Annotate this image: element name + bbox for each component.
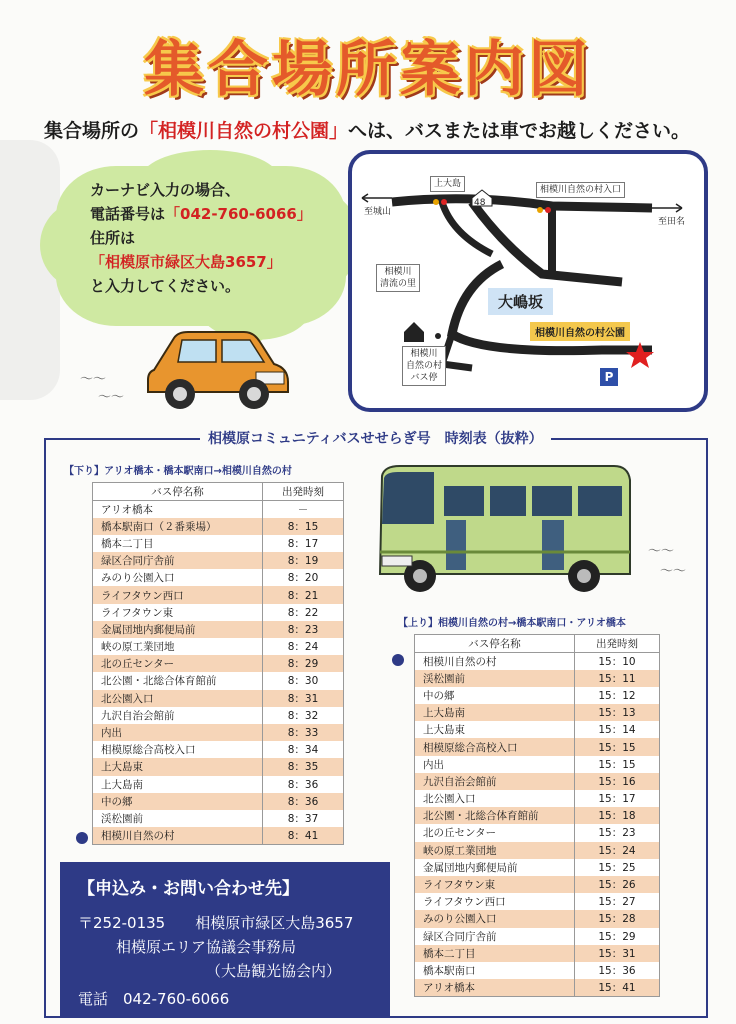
departure-time: 8：21 <box>263 586 344 603</box>
stop-name: 橋本二丁目 <box>415 945 575 962</box>
departure-time: 15：29 <box>575 928 660 945</box>
timetable-row <box>415 962 660 979</box>
timetable-row <box>93 621 344 638</box>
departure-time: 15：27 <box>575 893 660 910</box>
timetable-row <box>93 552 344 569</box>
map-seiryu-line: 清流の里 <box>380 279 417 289</box>
stop-name: 相模川自然の村 <box>415 653 575 670</box>
timetable-row <box>415 910 660 927</box>
outbound-label: 【下り】アリオ橋本・橋本駅南口→相模川自然の村 <box>64 466 292 477</box>
stop-name: 渓松園前 <box>93 810 263 827</box>
departure-time: 15：14 <box>575 721 660 738</box>
inbound-timetable <box>414 634 660 997</box>
departure-time: 8：22 <box>263 604 344 621</box>
stop-marker-dot <box>76 832 88 844</box>
col-time-header: 出発時刻 <box>263 483 344 501</box>
timetable-row <box>415 824 660 841</box>
stop-name: 渓松園前 <box>415 670 575 687</box>
parking-icon: P <box>600 368 618 386</box>
timetable-title: 相模原コミュニティバスせせらぎ号 時刻表（抜粋） <box>200 428 551 448</box>
stop-name: 北公園入口 <box>415 790 575 807</box>
contact-organization-sub: （大島観光協会内） <box>206 962 342 980</box>
stop-name: 金属団地内郵便局前 <box>415 859 575 876</box>
stop-name: 上大島東 <box>93 758 263 775</box>
stop-name: 橋本二丁目 <box>93 535 263 552</box>
exhaust-icon: 〜〜 <box>98 390 125 405</box>
map-bus-stop-line: 自然の村 <box>406 361 443 371</box>
stop-name: ライフタウン東 <box>93 604 263 621</box>
stop-name: 緑区合同庁舎前 <box>93 552 263 569</box>
timetable-row <box>93 827 344 844</box>
col-stop-header: バス停名称 <box>93 483 263 501</box>
departure-time: 8：20 <box>263 569 344 586</box>
departure-time: 15：11 <box>575 670 660 687</box>
map-seiryu-line: 相模川 <box>384 267 412 277</box>
stop-name: みのり公園入口 <box>415 910 575 927</box>
navi-instructions <box>90 178 340 298</box>
departure-time: 15：16 <box>575 773 660 790</box>
navi-address: 「相模原市緑区大島3657」 <box>90 253 282 271</box>
contact-organization: 相模原エリア協議会事務局 <box>116 938 297 956</box>
departure-time: 8：29 <box>263 655 344 672</box>
navi-phone: 「042-760-6066」 <box>165 205 312 223</box>
timetable-row <box>93 501 344 518</box>
map-label-hill: 大嶋坂 <box>488 288 553 315</box>
timetable-row <box>415 859 660 876</box>
contact-phone: 電話 042-760-6066 <box>78 990 230 1008</box>
map-bus-stop-line: バス停 <box>410 373 438 383</box>
departure-time: 15：15 <box>575 738 660 755</box>
contact-address: 〒252-0135 相模原市緑区大島3657 <box>78 914 354 932</box>
departure-time: 8：33 <box>263 724 344 741</box>
timetable-row <box>415 807 660 824</box>
timetable-row <box>93 586 344 603</box>
stop-name: 北公園・北総合体育館前 <box>415 807 575 824</box>
access-map <box>348 150 708 412</box>
departure-time: 8：19 <box>263 552 344 569</box>
stop-name: 北の丘センター <box>415 824 575 841</box>
stop-name: 上大島南 <box>93 776 263 793</box>
map-label-kamioshima: 上大島 <box>430 176 465 192</box>
stop-name: 金属団地内郵便局前 <box>93 621 263 638</box>
departure-time: 8：37 <box>263 810 344 827</box>
departure-time: 15：13 <box>575 704 660 721</box>
stop-name: アリオ橋本 <box>93 501 263 518</box>
departure-time: 15：28 <box>575 910 660 927</box>
timetable-row <box>415 756 660 773</box>
subtitle-pre: 集合場所の <box>44 120 140 142</box>
stop-name: みのり公園入口 <box>93 569 263 586</box>
contact-heading: 【申込み・お問い合わせ先】 <box>78 879 299 899</box>
departure-time: 15：36 <box>575 962 660 979</box>
navi-phone-label: 電話番号は <box>90 205 166 223</box>
timetable-row <box>93 793 344 810</box>
departure-time: 8：32 <box>263 707 344 724</box>
departure-time: 15：23 <box>575 824 660 841</box>
stop-name: ライフタウン西口 <box>415 893 575 910</box>
stop-name: 九沢自治会館前 <box>93 707 263 724</box>
departure-time: 15：24 <box>575 842 660 859</box>
timetable-row <box>93 518 344 535</box>
map-label-park-entrance: 相模川自然の村入口 <box>536 182 625 198</box>
outbound-timetable <box>92 482 344 845</box>
stop-name: 北公園・北総合体育館前 <box>93 672 263 689</box>
map-label-bus-stop <box>402 346 446 386</box>
stop-name: 峡の原工業団地 <box>93 638 263 655</box>
map-label-to-shiroyama: 至城山 <box>364 207 392 217</box>
stop-name: 九沢自治会館前 <box>415 773 575 790</box>
car-illustration <box>136 322 296 414</box>
departure-time: 15：10 <box>575 653 660 670</box>
stop-name: 相模川自然の村 <box>93 827 263 844</box>
timetable-row <box>93 758 344 775</box>
inbound-label: 【上り】相模川自然の村→橋本駅南口・アリオ橋本 <box>398 618 626 629</box>
stop-name: アリオ橋本 <box>415 979 575 996</box>
departure-time: 15：26 <box>575 876 660 893</box>
departure-time: 15：15 <box>575 756 660 773</box>
stop-name: ライフタウン東 <box>415 876 575 893</box>
timetable-row <box>93 724 344 741</box>
timetable-row <box>93 741 344 758</box>
departure-time: 8：34 <box>263 741 344 758</box>
timetable-row <box>93 707 344 724</box>
timetable-row <box>415 790 660 807</box>
stop-name: 橋本駅南口 <box>415 962 575 979</box>
departure-time: 8：24 <box>263 638 344 655</box>
subtitle-place: 「相模川自然の村公園」 <box>139 120 349 142</box>
departure-time: 8：36 <box>263 793 344 810</box>
subtitle-post: へは、バスまたは車でお越しください。 <box>348 120 691 142</box>
timetable-row <box>415 687 660 704</box>
timetable-row <box>93 638 344 655</box>
departure-time: 15：17 <box>575 790 660 807</box>
stop-name: ライフタウン西口 <box>93 586 263 603</box>
timetable-row <box>415 653 660 670</box>
map-label-destination: 相模川自然の村公園 <box>530 322 630 341</box>
map-label-to-tana: 至田名 <box>658 217 686 227</box>
departure-time: 15：18 <box>575 807 660 824</box>
exhaust-icon: 〜〜 <box>660 564 687 579</box>
stop-name: 中の郷 <box>93 793 263 810</box>
timetable-row <box>415 773 660 790</box>
departure-time: 15：25 <box>575 859 660 876</box>
col-stop-header: バス停名称 <box>415 635 575 653</box>
timetable-row <box>415 928 660 945</box>
navi-line: と入力してください。 <box>90 277 241 295</box>
exhaust-icon: 〜〜 <box>80 372 107 387</box>
timetable-row <box>93 569 344 586</box>
navi-line: 住所は <box>90 229 136 247</box>
departure-time: 8：41 <box>263 827 344 844</box>
stop-name: 内出 <box>93 724 263 741</box>
stop-name: 橋本駅南口（２番乗場） <box>93 518 263 535</box>
timetable-row <box>93 672 344 689</box>
navi-line: カーナビ入力の場合、 <box>90 181 241 199</box>
timetable-row <box>415 738 660 755</box>
departure-time: 8：15 <box>263 518 344 535</box>
timetable-row <box>415 842 660 859</box>
timetable-row <box>415 704 660 721</box>
departure-time: 8：35 <box>263 758 344 775</box>
timetable-row <box>415 945 660 962</box>
timetable-row <box>93 655 344 672</box>
departure-time: 8：17 <box>263 535 344 552</box>
stop-marker-dot <box>392 654 404 666</box>
stop-name: 相模原総合高校入口 <box>93 741 263 758</box>
stop-name: 上大島南 <box>415 704 575 721</box>
timetable-row <box>93 776 344 793</box>
timetable-row <box>93 810 344 827</box>
stop-name: 緑区合同庁舎前 <box>415 928 575 945</box>
stop-name: 北公園入口 <box>93 690 263 707</box>
bus-illustration <box>374 462 636 600</box>
timetable-row <box>415 893 660 910</box>
timetable-row <box>415 721 660 738</box>
stop-name: 北の丘センター <box>93 655 263 672</box>
timetable-row <box>415 979 660 996</box>
timetable-row <box>415 876 660 893</box>
timetable-row <box>93 604 344 621</box>
map-bus-stop-line: 相模川 <box>410 349 438 359</box>
map-route-number: 48 <box>474 198 486 208</box>
departure-time: 8：30 <box>263 672 344 689</box>
col-time-header: 出発時刻 <box>575 635 660 653</box>
timetable-row <box>415 670 660 687</box>
departure-time: 15：41 <box>575 979 660 996</box>
page-title: 集合場所案内図 <box>144 35 592 105</box>
departure-time: 8：23 <box>263 621 344 638</box>
departure-time: 8：31 <box>263 690 344 707</box>
exhaust-icon: 〜〜 <box>648 544 675 559</box>
departure-time: 15：31 <box>575 945 660 962</box>
departure-time: 15：12 <box>575 687 660 704</box>
map-label-seiryu <box>376 264 420 292</box>
navi-phone-line <box>90 202 340 226</box>
stop-name: 峡の原工業団地 <box>415 842 575 859</box>
subtitle <box>44 116 704 143</box>
contact-box <box>60 862 390 1018</box>
timetable-row <box>93 690 344 707</box>
departure-time: － <box>263 501 344 518</box>
stop-name: 中の郷 <box>415 687 575 704</box>
stop-name: 上大島東 <box>415 721 575 738</box>
timetable-row <box>93 535 344 552</box>
departure-time: 8：36 <box>263 776 344 793</box>
stop-name: 内出 <box>415 756 575 773</box>
stop-name: 相模原総合高校入口 <box>415 738 575 755</box>
